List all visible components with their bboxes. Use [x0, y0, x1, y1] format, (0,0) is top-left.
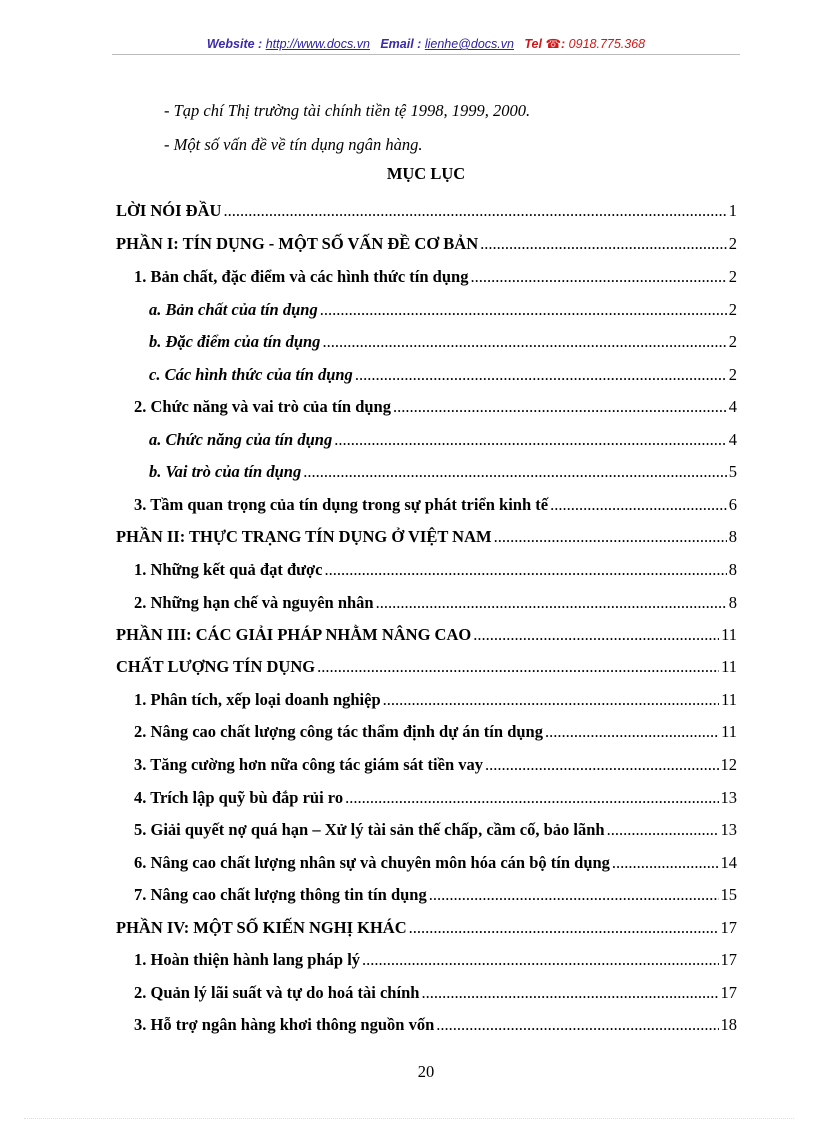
toc-entry[interactable]: [134, 973, 737, 1003]
toc-entry-title: 2. Quản lý lãi suất và tự do hoá tài chính: [134, 983, 420, 1002]
toc-leader-dots: [334, 430, 727, 450]
toc-entry-title: a. Bản chất của tín dụng: [149, 300, 318, 319]
toc-leader-dots: [485, 755, 718, 775]
toc-entry-page: 5: [728, 462, 737, 481]
toc-entry[interactable]: [134, 550, 737, 580]
toc-leader-dots: [303, 462, 727, 482]
toc-entry[interactable]: [116, 517, 737, 547]
toc-entry-title: 3. Tăng cường hơn nữa công tác giám sát tiền vay: [134, 755, 484, 774]
toc-entry-page: 11: [721, 722, 737, 741]
toc-entry-title: 3. Tầm quan trọng của tín dụng trong sự phát triển kinh tế: [134, 495, 549, 514]
toc-entry[interactable]: [149, 420, 737, 450]
toc-leader-dots: [320, 300, 727, 320]
toc-entry-page: 2: [728, 332, 737, 351]
email-link[interactable]: lienhe@docs.vn: [424, 37, 514, 51]
toc-entry-title: 6. Nâng cao chất lượng nhân sự và chuyên môn hóa cán bộ tín dụng: [134, 853, 610, 872]
toc-entry-page: 2: [728, 365, 737, 384]
toc-entry-page: 12: [720, 755, 737, 774]
toc-entry-title: b. Vai trò của tín dụng: [149, 462, 302, 481]
toc-entry-title: PHẦN IV: MỘT SỐ KIẾN NGHỊ KHÁC: [116, 918, 407, 937]
toc-entry-page: 17: [720, 950, 737, 969]
toc-entry-title: c. Các hình thức của tín dụng: [149, 365, 353, 384]
toc-entry[interactable]: [149, 355, 737, 385]
toc-leader-dots: [322, 332, 726, 352]
toc-entry-title: 3. Hỗ trợ ngân hàng khơi thông nguồn vốn: [134, 1015, 435, 1034]
toc-entry-page: 17: [720, 918, 737, 937]
page-number: 20: [417, 1062, 435, 1081]
toc-title: MỤC LỤC: [386, 164, 466, 183]
toc-leader-dots: [545, 722, 719, 742]
toc-entry-title: 2. Những hạn chế và nguyên nhân: [134, 593, 374, 612]
toc-leader-dots: [223, 201, 726, 221]
toc-leader-dots: [317, 657, 719, 677]
toc-entry-title: b. Đặc điểm của tín dụng: [149, 332, 321, 351]
toc-entry-page: 14: [720, 853, 737, 872]
toc-entry-title: LỜI NÓI ĐẦU: [116, 201, 222, 220]
toc-entry-title: 2. Nâng cao chất lượng công tác thẩm định dự án tín dụng: [134, 722, 543, 741]
toc-entry[interactable]: [134, 712, 737, 742]
reference-item: - Một số vấn đề về tín dụng ngân hàng.: [164, 135, 423, 154]
toc-entry-title: 1. Những kết quả đạt được: [134, 560, 323, 579]
toc-entry[interactable]: [134, 940, 737, 970]
toc-entry-page: 8: [728, 560, 737, 579]
toc-leader-dots: [550, 495, 727, 515]
tel-value: 0918.775.368: [568, 37, 646, 51]
toc-entry-page: 15: [720, 885, 737, 904]
toc-entry[interactable]: [134, 583, 737, 613]
toc-entry-title: a. Chức năng của tín dụng: [149, 430, 333, 449]
toc-entry-title: 2. Chức năng và vai trò của tín dụng: [134, 397, 391, 416]
toc-entry-page: 1: [728, 201, 737, 220]
email-label: Email :: [380, 37, 422, 51]
toc-entry[interactable]: [116, 615, 737, 645]
toc-entry[interactable]: [134, 387, 737, 417]
toc-entry-page: 8: [728, 593, 737, 612]
toc-entry-page: 8: [728, 527, 737, 546]
footer-divider: [24, 1118, 794, 1119]
tel-label: Tel ☎:: [524, 37, 566, 51]
toc-entry-title: 5. Giải quyết nợ quá hạn – Xử lý tài sản thế chấp, cầm cố, bảo lãnh: [134, 820, 605, 839]
toc-entry-page: 2: [728, 234, 737, 253]
toc-entry[interactable]: [134, 1005, 737, 1035]
toc-leader-dots: [494, 527, 727, 547]
toc-leader-dots: [362, 950, 718, 970]
toc-entry[interactable]: [134, 257, 737, 287]
toc-entry-page: 2: [728, 300, 737, 319]
toc-entry[interactable]: [116, 224, 737, 254]
toc-leader-dots: [436, 1015, 718, 1035]
toc-entry-title: 1. Hoàn thiện hành lang pháp lý: [134, 950, 361, 969]
toc-entry-page: 6: [728, 495, 737, 514]
toc-leader-dots: [324, 560, 726, 580]
toc-entry[interactable]: [134, 875, 737, 905]
toc-entry-page: 11: [721, 657, 737, 676]
toc-leader-dots: [383, 690, 719, 710]
toc-entry-page: 4: [728, 430, 737, 449]
toc-leader-dots: [376, 593, 727, 613]
toc-entry-title: 1. Phân tích, xếp loại doanh nghiệp: [134, 690, 381, 709]
toc-entry[interactable]: [134, 778, 737, 808]
toc-entry-page: 13: [720, 820, 737, 839]
reference-item: - Tạp chí Thị trường tài chính tiền tệ 1998, 1999, 2000.: [164, 101, 531, 120]
toc-entry-title: CHẤT LƯỢNG TÍN DỤNG: [116, 657, 316, 676]
toc-entry-page: 4: [728, 397, 737, 416]
toc-entry[interactable]: [116, 908, 737, 938]
toc-leader-dots: [480, 234, 727, 254]
toc-entry-page: 18: [720, 1015, 737, 1034]
toc-leader-dots: [470, 267, 726, 287]
toc-leader-dots: [409, 918, 719, 938]
toc-entry[interactable]: [116, 647, 737, 677]
website-label: Website :: [206, 37, 263, 51]
toc-leader-dots: [355, 365, 727, 385]
toc-entry[interactable]: [149, 290, 737, 320]
page-header: [112, 36, 740, 51]
toc-entry-title: PHẦN III: CÁC GIẢI PHÁP NHẰM NÂNG CAO: [116, 625, 472, 644]
toc-entry-title: 4. Trích lập quỹ bù đắp rủi ro: [134, 788, 344, 807]
toc-entry-page: 2: [728, 267, 737, 286]
toc-entry-title: 1. Bản chất, đặc điểm và các hình thức tín dụng: [134, 267, 469, 286]
toc-entry-page: 17: [720, 983, 737, 1002]
toc-entry-page: 11: [721, 690, 737, 709]
toc-leader-dots: [607, 820, 719, 840]
toc-entry-title: PHẦN I: TÍN DỤNG - MỘT SỐ VẤN ĐỀ CƠ BẢN: [116, 234, 479, 253]
toc-leader-dots: [612, 853, 719, 873]
toc-entry-title: 7. Nâng cao chất lượng thông tin tín dụng: [134, 885, 427, 904]
website-link[interactable]: http://www.docs.vn: [265, 37, 370, 51]
toc-entry-title: PHẦN II: THỰC TRẠNG TÍN DỤNG Ở VIỆT NAM: [116, 527, 492, 546]
toc-entry-page: 13: [720, 788, 737, 807]
toc-entry[interactable]: [134, 680, 737, 710]
toc-entry-page: 11: [721, 625, 737, 644]
toc-leader-dots: [393, 397, 727, 417]
toc-entry[interactable]: [134, 843, 737, 873]
toc-leader-dots: [473, 625, 719, 645]
toc-entry[interactable]: [116, 191, 737, 221]
header-divider: [112, 54, 740, 55]
toc-leader-dots: [345, 788, 718, 808]
toc-leader-dots: [421, 983, 718, 1003]
toc-entry[interactable]: [134, 810, 737, 840]
references-list: [164, 96, 530, 164]
toc-entry[interactable]: [134, 745, 737, 775]
toc-entry[interactable]: [149, 452, 737, 482]
toc-entry[interactable]: [149, 322, 737, 352]
toc-leader-dots: [429, 885, 719, 905]
toc-entry[interactable]: [134, 485, 737, 515]
